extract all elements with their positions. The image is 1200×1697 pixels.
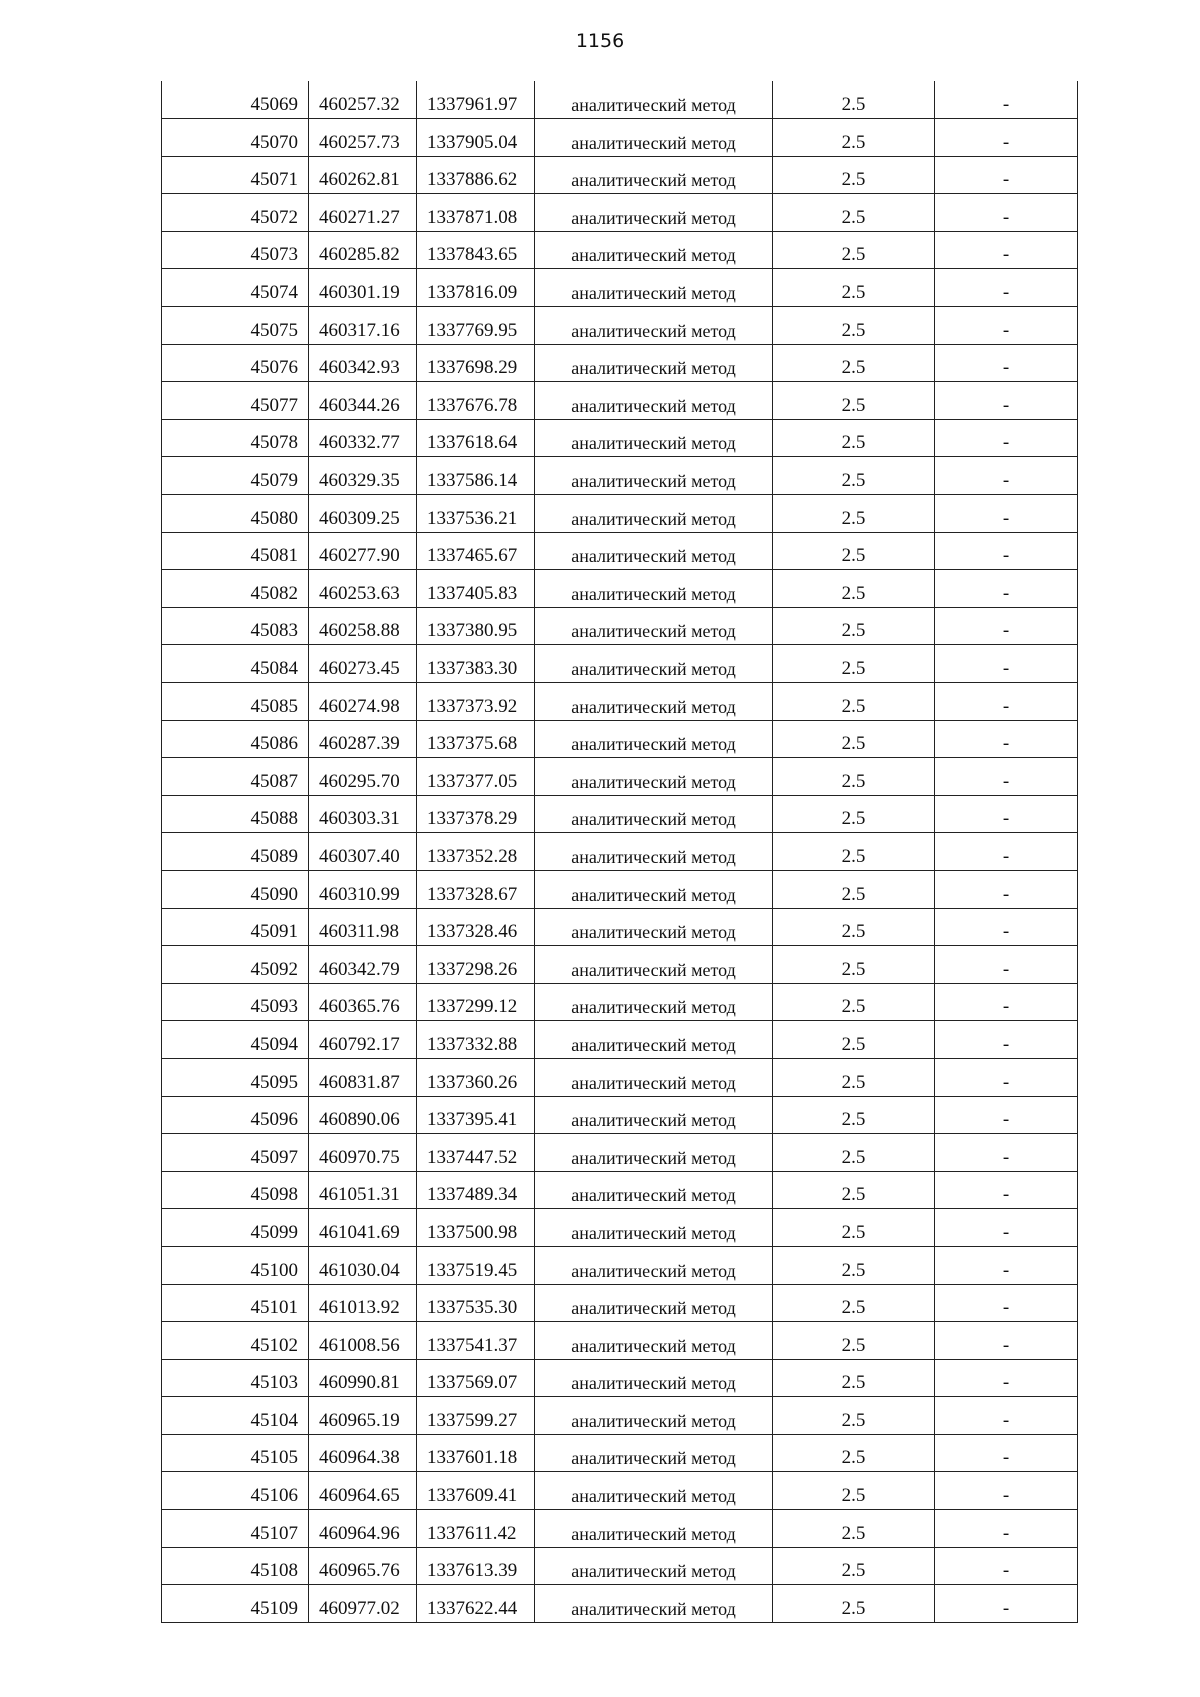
table-row <box>162 156 1078 194</box>
precision-cell: 2.5 <box>773 1171 935 1209</box>
x-coordinate-cell: 460890.06 <box>309 1096 417 1134</box>
method-cell: аналитический метод <box>535 231 773 269</box>
point-number-cell: 45092 <box>162 946 309 984</box>
precision-cell: 2.5 <box>773 1397 935 1435</box>
note-cell: - <box>935 1472 1078 1510</box>
y-coordinate-cell: 1337500.98 <box>417 1209 535 1247</box>
x-coordinate-cell: 460301.19 <box>309 269 417 307</box>
y-coordinate-cell: 1337871.08 <box>417 194 535 232</box>
point-number-cell: 45096 <box>162 1096 309 1134</box>
precision-cell: 2.5 <box>773 1547 935 1585</box>
method-cell: аналитический метод <box>535 194 773 232</box>
point-number-cell: 45091 <box>162 908 309 946</box>
x-coordinate-cell: 460329.35 <box>309 457 417 495</box>
table-row <box>162 119 1078 157</box>
point-number-cell: 45099 <box>162 1209 309 1247</box>
x-coordinate-cell: 460792.17 <box>309 1021 417 1059</box>
note-cell: - <box>935 1096 1078 1134</box>
y-coordinate-cell: 1337360.26 <box>417 1058 535 1096</box>
precision-cell: 2.5 <box>773 683 935 721</box>
y-coordinate-cell: 1337519.45 <box>417 1246 535 1284</box>
method-cell: аналитический метод <box>535 1096 773 1134</box>
method-cell: аналитический метод <box>535 645 773 683</box>
point-number-cell: 45076 <box>162 344 309 382</box>
note-cell: - <box>935 1246 1078 1284</box>
method-cell: аналитический метод <box>535 758 773 796</box>
x-coordinate-cell: 460273.45 <box>309 645 417 683</box>
method-cell: аналитический метод <box>535 269 773 307</box>
x-coordinate-cell: 460342.79 <box>309 946 417 984</box>
x-coordinate-cell: 460970.75 <box>309 1134 417 1172</box>
note-cell: - <box>935 1434 1078 1472</box>
y-coordinate-cell: 1337447.52 <box>417 1134 535 1172</box>
x-coordinate-cell: 460295.70 <box>309 758 417 796</box>
x-coordinate-cell: 460310.99 <box>309 870 417 908</box>
coordinates-table <box>161 81 1078 1623</box>
y-coordinate-cell: 1337886.62 <box>417 156 535 194</box>
y-coordinate-cell: 1337618.64 <box>417 419 535 457</box>
note-cell: - <box>935 833 1078 871</box>
table-row <box>162 946 1078 984</box>
x-coordinate-cell: 460964.96 <box>309 1510 417 1548</box>
x-coordinate-cell: 461030.04 <box>309 1246 417 1284</box>
point-number-cell: 45075 <box>162 307 309 345</box>
point-number-cell: 45071 <box>162 156 309 194</box>
table-row <box>162 419 1078 457</box>
y-coordinate-cell: 1337380.95 <box>417 607 535 645</box>
x-coordinate-cell: 460257.73 <box>309 119 417 157</box>
y-coordinate-cell: 1337816.09 <box>417 269 535 307</box>
point-number-cell: 45107 <box>162 1510 309 1548</box>
x-coordinate-cell: 460287.39 <box>309 720 417 758</box>
method-cell: аналитический метод <box>535 382 773 420</box>
point-number-cell: 45083 <box>162 607 309 645</box>
point-number-cell: 45102 <box>162 1322 309 1360</box>
note-cell: - <box>935 231 1078 269</box>
y-coordinate-cell: 1337961.97 <box>417 81 535 119</box>
precision-cell: 2.5 <box>773 1322 935 1360</box>
x-coordinate-cell: 460332.77 <box>309 419 417 457</box>
method-cell: аналитический метод <box>535 570 773 608</box>
precision-cell: 2.5 <box>773 344 935 382</box>
precision-cell: 2.5 <box>773 946 935 984</box>
point-number-cell: 45108 <box>162 1547 309 1585</box>
x-coordinate-cell: 460307.40 <box>309 833 417 871</box>
point-number-cell: 45103 <box>162 1359 309 1397</box>
point-number-cell: 45101 <box>162 1284 309 1322</box>
method-cell: аналитический метод <box>535 1322 773 1360</box>
method-cell: аналитический метод <box>535 419 773 457</box>
x-coordinate-cell: 460257.32 <box>309 81 417 119</box>
table-row <box>162 908 1078 946</box>
precision-cell: 2.5 <box>773 231 935 269</box>
method-cell: аналитический метод <box>535 1246 773 1284</box>
precision-cell: 2.5 <box>773 495 935 533</box>
table-row <box>162 1472 1078 1510</box>
y-coordinate-cell: 1337569.07 <box>417 1359 535 1397</box>
point-number-cell: 45095 <box>162 1058 309 1096</box>
method-cell: аналитический метод <box>535 1359 773 1397</box>
point-number-cell: 45072 <box>162 194 309 232</box>
precision-cell: 2.5 <box>773 269 935 307</box>
table-row <box>162 1058 1078 1096</box>
method-cell: аналитический метод <box>535 683 773 721</box>
x-coordinate-cell: 460271.27 <box>309 194 417 232</box>
note-cell: - <box>935 795 1078 833</box>
precision-cell: 2.5 <box>773 1209 935 1247</box>
y-coordinate-cell: 1337535.30 <box>417 1284 535 1322</box>
y-coordinate-cell: 1337465.67 <box>417 532 535 570</box>
note-cell: - <box>935 344 1078 382</box>
precision-cell: 2.5 <box>773 570 935 608</box>
y-coordinate-cell: 1337299.12 <box>417 983 535 1021</box>
y-coordinate-cell: 1337378.29 <box>417 795 535 833</box>
table-row <box>162 1510 1078 1548</box>
precision-cell: 2.5 <box>773 1021 935 1059</box>
y-coordinate-cell: 1337698.29 <box>417 344 535 382</box>
y-coordinate-cell: 1337601.18 <box>417 1434 535 1472</box>
method-cell: аналитический метод <box>535 344 773 382</box>
note-cell: - <box>935 1021 1078 1059</box>
point-number-cell: 45094 <box>162 1021 309 1059</box>
method-cell: аналитический метод <box>535 833 773 871</box>
table-row <box>162 1284 1078 1322</box>
point-number-cell: 45084 <box>162 645 309 683</box>
precision-cell: 2.5 <box>773 382 935 420</box>
precision-cell: 2.5 <box>773 1134 935 1172</box>
x-coordinate-cell: 460274.98 <box>309 683 417 721</box>
method-cell: аналитический метод <box>535 983 773 1021</box>
method-cell: аналитический метод <box>535 870 773 908</box>
method-cell: аналитический метод <box>535 1585 773 1623</box>
table-row <box>162 607 1078 645</box>
y-coordinate-cell: 1337375.68 <box>417 720 535 758</box>
note-cell: - <box>935 194 1078 232</box>
table-row <box>162 269 1078 307</box>
y-coordinate-cell: 1337328.46 <box>417 908 535 946</box>
note-cell: - <box>935 720 1078 758</box>
x-coordinate-cell: 460309.25 <box>309 495 417 533</box>
x-coordinate-cell: 460342.93 <box>309 344 417 382</box>
method-cell: аналитический метод <box>535 607 773 645</box>
table-row <box>162 1359 1078 1397</box>
y-coordinate-cell: 1337298.26 <box>417 946 535 984</box>
table-row <box>162 457 1078 495</box>
note-cell: - <box>935 419 1078 457</box>
x-coordinate-cell: 460344.26 <box>309 382 417 420</box>
x-coordinate-cell: 460365.76 <box>309 983 417 1021</box>
precision-cell: 2.5 <box>773 607 935 645</box>
table-row <box>162 1434 1078 1472</box>
method-cell: аналитический метод <box>535 795 773 833</box>
point-number-cell: 45090 <box>162 870 309 908</box>
point-number-cell: 45088 <box>162 795 309 833</box>
note-cell: - <box>935 1171 1078 1209</box>
precision-cell: 2.5 <box>773 720 935 758</box>
x-coordinate-cell: 461051.31 <box>309 1171 417 1209</box>
y-coordinate-cell: 1337676.78 <box>417 382 535 420</box>
method-cell: аналитический метод <box>535 1209 773 1247</box>
y-coordinate-cell: 1337609.41 <box>417 1472 535 1510</box>
x-coordinate-cell: 460253.63 <box>309 570 417 608</box>
table-row <box>162 1021 1078 1059</box>
x-coordinate-cell: 461041.69 <box>309 1209 417 1247</box>
y-coordinate-cell: 1337395.41 <box>417 1096 535 1134</box>
note-cell: - <box>935 1134 1078 1172</box>
table-body <box>162 81 1078 1622</box>
point-number-cell: 45100 <box>162 1246 309 1284</box>
note-cell: - <box>935 645 1078 683</box>
precision-cell: 2.5 <box>773 1058 935 1096</box>
method-cell: аналитический метод <box>535 156 773 194</box>
method-cell: аналитический метод <box>535 908 773 946</box>
table-row <box>162 570 1078 608</box>
table-row <box>162 1209 1078 1247</box>
table-row <box>162 645 1078 683</box>
x-coordinate-cell: 460990.81 <box>309 1359 417 1397</box>
x-coordinate-cell: 460285.82 <box>309 231 417 269</box>
x-coordinate-cell: 460277.90 <box>309 532 417 570</box>
note-cell: - <box>935 269 1078 307</box>
note-cell: - <box>935 307 1078 345</box>
precision-cell: 2.5 <box>773 119 935 157</box>
table-row <box>162 833 1078 871</box>
point-number-cell: 45097 <box>162 1134 309 1172</box>
precision-cell: 2.5 <box>773 156 935 194</box>
precision-cell: 2.5 <box>773 1096 935 1134</box>
precision-cell: 2.5 <box>773 532 935 570</box>
table-row <box>162 307 1078 345</box>
point-number-cell: 45081 <box>162 532 309 570</box>
precision-cell: 2.5 <box>773 457 935 495</box>
precision-cell: 2.5 <box>773 1510 935 1548</box>
table-row <box>162 194 1078 232</box>
note-cell: - <box>935 1547 1078 1585</box>
note-cell: - <box>935 532 1078 570</box>
precision-cell: 2.5 <box>773 1246 935 1284</box>
note-cell: - <box>935 570 1078 608</box>
point-number-cell: 45089 <box>162 833 309 871</box>
table-row <box>162 1246 1078 1284</box>
method-cell: аналитический метод <box>535 1058 773 1096</box>
note-cell: - <box>935 870 1078 908</box>
x-coordinate-cell: 460964.65 <box>309 1472 417 1510</box>
note-cell: - <box>935 1397 1078 1435</box>
y-coordinate-cell: 1337599.27 <box>417 1397 535 1435</box>
method-cell: аналитический метод <box>535 1434 773 1472</box>
page-number: 1156 <box>575 30 625 52</box>
precision-cell: 2.5 <box>773 1359 935 1397</box>
method-cell: аналитический метод <box>535 1510 773 1548</box>
point-number-cell: 45098 <box>162 1171 309 1209</box>
point-number-cell: 45086 <box>162 720 309 758</box>
precision-cell: 2.5 <box>773 795 935 833</box>
table-row <box>162 1322 1078 1360</box>
point-number-cell: 45105 <box>162 1434 309 1472</box>
precision-cell: 2.5 <box>773 194 935 232</box>
note-cell: - <box>935 607 1078 645</box>
precision-cell: 2.5 <box>773 1585 935 1623</box>
table-row <box>162 382 1078 420</box>
y-coordinate-cell: 1337622.44 <box>417 1585 535 1623</box>
point-number-cell: 45109 <box>162 1585 309 1623</box>
note-cell: - <box>935 758 1078 796</box>
precision-cell: 2.5 <box>773 833 935 871</box>
point-number-cell: 45073 <box>162 231 309 269</box>
x-coordinate-cell: 460317.16 <box>309 307 417 345</box>
note-cell: - <box>935 457 1078 495</box>
table-row <box>162 720 1078 758</box>
table-row <box>162 758 1078 796</box>
method-cell: аналитический метод <box>535 946 773 984</box>
point-number-cell: 45087 <box>162 758 309 796</box>
note-cell: - <box>935 1359 1078 1397</box>
note-cell: - <box>935 1284 1078 1322</box>
note-cell: - <box>935 1322 1078 1360</box>
y-coordinate-cell: 1337489.34 <box>417 1171 535 1209</box>
precision-cell: 2.5 <box>773 908 935 946</box>
note-cell: - <box>935 1209 1078 1247</box>
note-cell: - <box>935 946 1078 984</box>
point-number-cell: 45082 <box>162 570 309 608</box>
x-coordinate-cell: 460964.38 <box>309 1434 417 1472</box>
x-coordinate-cell: 460258.88 <box>309 607 417 645</box>
method-cell: аналитический метод <box>535 1397 773 1435</box>
x-coordinate-cell: 460831.87 <box>309 1058 417 1096</box>
point-number-cell: 45093 <box>162 983 309 1021</box>
table-row <box>162 1585 1078 1623</box>
method-cell: аналитический метод <box>535 81 773 119</box>
point-number-cell: 45085 <box>162 683 309 721</box>
note-cell: - <box>935 495 1078 533</box>
y-coordinate-cell: 1337541.37 <box>417 1322 535 1360</box>
table-row <box>162 1134 1078 1172</box>
x-coordinate-cell: 461013.92 <box>309 1284 417 1322</box>
y-coordinate-cell: 1337332.88 <box>417 1021 535 1059</box>
table-row <box>162 870 1078 908</box>
precision-cell: 2.5 <box>773 758 935 796</box>
precision-cell: 2.5 <box>773 419 935 457</box>
method-cell: аналитический метод <box>535 1021 773 1059</box>
point-number-cell: 45069 <box>162 81 309 119</box>
table-row <box>162 1171 1078 1209</box>
method-cell: аналитический метод <box>535 1171 773 1209</box>
precision-cell: 2.5 <box>773 81 935 119</box>
note-cell: - <box>935 1585 1078 1623</box>
table-row <box>162 231 1078 269</box>
method-cell: аналитический метод <box>535 457 773 495</box>
x-coordinate-cell: 460262.81 <box>309 156 417 194</box>
y-coordinate-cell: 1337328.67 <box>417 870 535 908</box>
x-coordinate-cell: 460977.02 <box>309 1585 417 1623</box>
table-row <box>162 495 1078 533</box>
table-row <box>162 1096 1078 1134</box>
y-coordinate-cell: 1337769.95 <box>417 307 535 345</box>
method-cell: аналитический метод <box>535 532 773 570</box>
method-cell: аналитический метод <box>535 1134 773 1172</box>
y-coordinate-cell: 1337373.92 <box>417 683 535 721</box>
precision-cell: 2.5 <box>773 645 935 683</box>
precision-cell: 2.5 <box>773 1472 935 1510</box>
precision-cell: 2.5 <box>773 1434 935 1472</box>
point-number-cell: 45078 <box>162 419 309 457</box>
y-coordinate-cell: 1337843.65 <box>417 231 535 269</box>
method-cell: аналитический метод <box>535 720 773 758</box>
method-cell: аналитический метод <box>535 307 773 345</box>
x-coordinate-cell: 460311.98 <box>309 908 417 946</box>
point-number-cell: 45104 <box>162 1397 309 1435</box>
precision-cell: 2.5 <box>773 307 935 345</box>
note-cell: - <box>935 983 1078 1021</box>
x-coordinate-cell: 461008.56 <box>309 1322 417 1360</box>
note-cell: - <box>935 382 1078 420</box>
note-cell: - <box>935 1510 1078 1548</box>
method-cell: аналитический метод <box>535 1284 773 1322</box>
note-cell: - <box>935 156 1078 194</box>
method-cell: аналитический метод <box>535 1472 773 1510</box>
y-coordinate-cell: 1337613.39 <box>417 1547 535 1585</box>
precision-cell: 2.5 <box>773 983 935 1021</box>
y-coordinate-cell: 1337611.42 <box>417 1510 535 1548</box>
note-cell: - <box>935 683 1078 721</box>
note-cell: - <box>935 119 1078 157</box>
y-coordinate-cell: 1337536.21 <box>417 495 535 533</box>
y-coordinate-cell: 1337905.04 <box>417 119 535 157</box>
method-cell: аналитический метод <box>535 495 773 533</box>
table-row <box>162 81 1078 119</box>
note-cell: - <box>935 81 1078 119</box>
table-row <box>162 344 1078 382</box>
precision-cell: 2.5 <box>773 1284 935 1322</box>
point-number-cell: 45070 <box>162 119 309 157</box>
point-number-cell: 45077 <box>162 382 309 420</box>
y-coordinate-cell: 1337383.30 <box>417 645 535 683</box>
table-row <box>162 532 1078 570</box>
y-coordinate-cell: 1337352.28 <box>417 833 535 871</box>
x-coordinate-cell: 460965.19 <box>309 1397 417 1435</box>
note-cell: - <box>935 908 1078 946</box>
table-row <box>162 1397 1078 1435</box>
table-row <box>162 795 1078 833</box>
note-cell: - <box>935 1058 1078 1096</box>
table-row <box>162 983 1078 1021</box>
y-coordinate-cell: 1337405.83 <box>417 570 535 608</box>
table-row <box>162 683 1078 721</box>
point-number-cell: 45074 <box>162 269 309 307</box>
point-number-cell: 45106 <box>162 1472 309 1510</box>
y-coordinate-cell: 1337377.05 <box>417 758 535 796</box>
y-coordinate-cell: 1337586.14 <box>417 457 535 495</box>
point-number-cell: 45079 <box>162 457 309 495</box>
point-number-cell: 45080 <box>162 495 309 533</box>
precision-cell: 2.5 <box>773 870 935 908</box>
x-coordinate-cell: 460965.76 <box>309 1547 417 1585</box>
method-cell: аналитический метод <box>535 1547 773 1585</box>
table-row <box>162 1547 1078 1585</box>
x-coordinate-cell: 460303.31 <box>309 795 417 833</box>
method-cell: аналитический метод <box>535 119 773 157</box>
